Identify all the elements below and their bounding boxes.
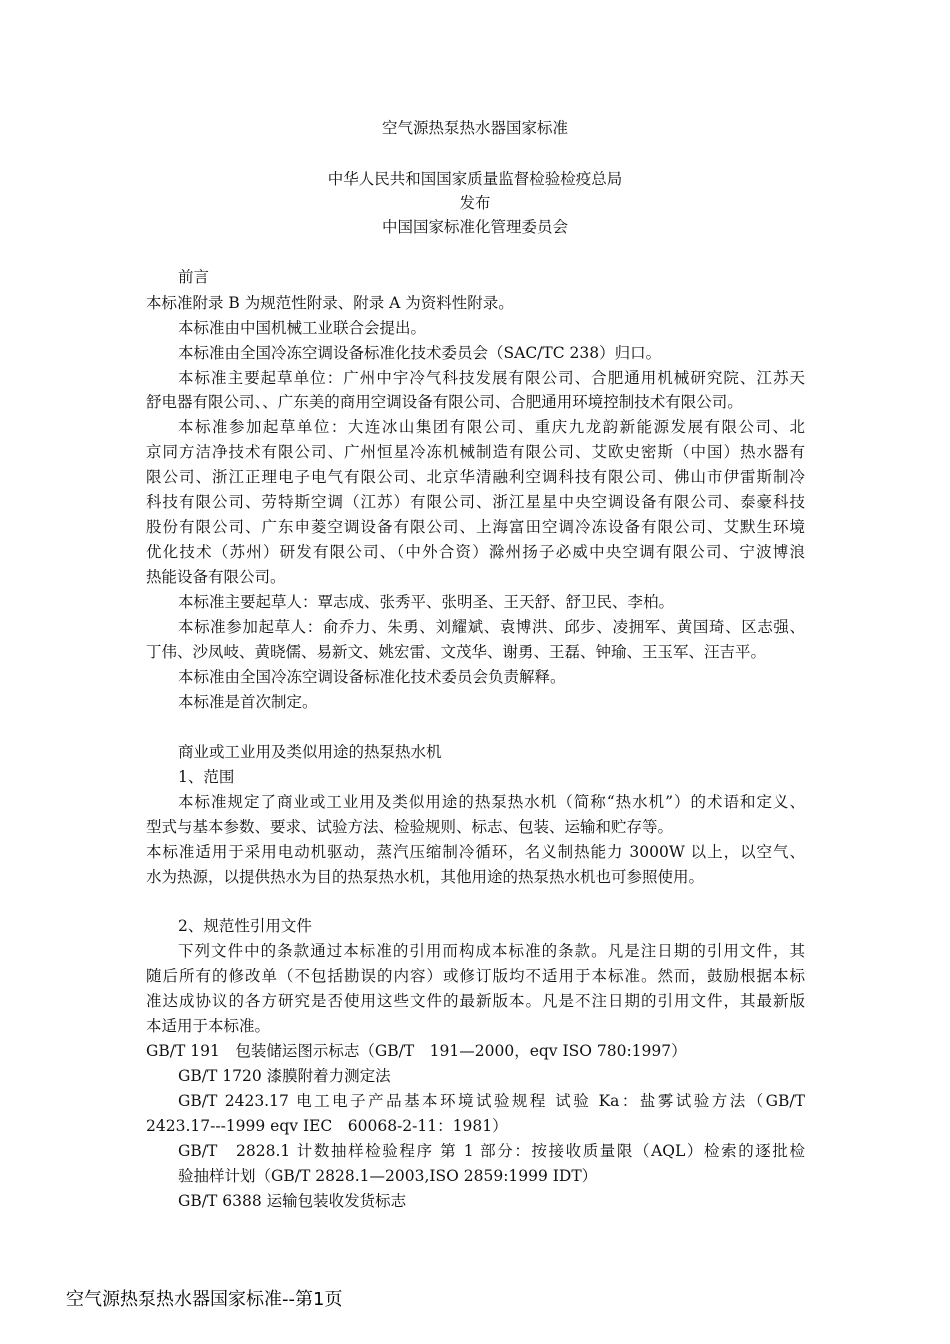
foreword-line: 优化技术（苏州）研发有限公司、（中外合资）滁州扬子必威中央空调有限公司、宁波博浪: [146, 543, 805, 561]
reference-item: 2423.17---1999 eqv IEC 60068-2-11：1981）: [146, 1117, 508, 1135]
foreword-line: 本标准参加起草单位：大连冰山集团有限公司、重庆九龙韵新能源发展有限公司、北: [178, 418, 805, 436]
scope-line: 本标准适用于采用电动机驱动，蒸汽压缩制冷循环，名义制热能力 3000W 以上，以空气、: [146, 843, 805, 861]
foreword-line: 本标准由全国冷冻空调设备标准化技术委员会（SAC/TC 238）归口。: [178, 344, 662, 362]
references-line: 下列文件中的条款通过本标准的引用而构成本标准的条款。凡是注日期的引用文件，其: [178, 942, 805, 960]
foreword-line: 京同方洁净技术有限公司、广州恒星冷冻机械制造有限公司、艾欧史密斯（中国）热水器有: [146, 443, 805, 461]
scope-heading: 1、范围: [178, 768, 235, 786]
foreword-line: 丁伟、沙凤岐、黄晓儒、易新文、姚宏雷、文茂华、谢勇、王磊、钟瑜、王玉军、汪吉平。: [146, 643, 767, 661]
publisher-line: 发布: [459, 194, 491, 212]
foreword-line: 本标准主要起草人：覃志成、张秀平、张明圣、王天舒、舒卫民、李柏。: [178, 593, 675, 611]
reference-item: 验抽样计划（GB/T 2828.1—2003,ISO 2859:1999 IDT）: [178, 1167, 598, 1185]
foreword-line: 限公司、浙江正理电子电气有限公司、北京华清融利空调科技有限公司、佛山市伊雷斯制冷: [146, 468, 805, 486]
references-line: 准达成协议的各方研究是否使用这些文件的最新版本。凡是不注日期的引用文件，其最新版: [146, 992, 805, 1010]
publisher-line: 中国国家标准化管理委员会: [381, 218, 568, 236]
reference-item: GB/T 2423.17 电工电子产品基本环境试验规程 试验 Ka：盐雾试验方法（GB/T: [178, 1092, 805, 1110]
foreword-line: 本标准是首次制定。: [178, 693, 318, 711]
reference-item: GB/T 2828.1 计数抽样检验程序 第 1 部分：按接收质量限（AQL）检索的逐批检: [178, 1142, 805, 1160]
page-footer: 空气源热泵热水器国家标准--第1页: [66, 1289, 343, 1310]
foreword-heading: 前言: [178, 268, 210, 286]
foreword-line: 本标准由中国机械工业联合会提出。: [178, 319, 427, 337]
foreword-line: 本标准主要起草单位：广州中宇冷气科技发展有限公司、合肥通用机械研究院、江苏天: [178, 369, 805, 387]
foreword-line: 股份有限公司、广东申菱空调设备有限公司、上海富田空调冷冻设备有限公司、艾默生环境: [146, 518, 805, 536]
foreword-line: 本标准由全国冷冻空调设备标准化技术委员会负责解释。: [178, 668, 566, 686]
reference-item: GB/T 191 包装储运图示标志（GB/T 191—2000，eqv ISO 780:1997）: [146, 1042, 687, 1060]
scope-line: 型式与基本参数、要求、试验方法、检验规则、标志、包装、运输和贮存等。: [146, 818, 674, 836]
section-title: 商业或工业用及类似用途的热泵热水机: [178, 743, 442, 761]
foreword-line: 热能设备有限公司。: [146, 568, 286, 586]
foreword-line: 本标准参加起草人：俞乔力、朱勇、刘耀斌、袁博洪、邱步、凌拥军、黄国琦、区志强、: [178, 618, 805, 636]
document-title: 空气源热泵热水器国家标准: [381, 119, 568, 137]
reference-item: GB/T 6388 运输包装收发货标志: [178, 1192, 407, 1210]
references-line: 本适用于本标准。: [146, 1017, 271, 1035]
foreword-line: 科技有限公司、劳特斯空调（江苏）有限公司、浙江星星中央空调设备有限公司、泰豪科技: [146, 493, 805, 511]
foreword-line: 舒电器有限公司、、广东美的商用空调设备有限公司、合肥通用环境控制技术有限公司。: [146, 393, 743, 411]
foreword-line: 本标准附录 B 为规范性附录、附录 A 为资料性附录。: [146, 294, 514, 312]
reference-item: GB/T 1720 漆膜附着力测定法: [178, 1067, 391, 1085]
references-heading: 2、规范性引用文件: [178, 917, 312, 935]
references-line: 随后所有的修改单（不包括勘误的内容）或修订版均不适用于本标准。然而，鼓励根据本标: [146, 967, 805, 985]
publisher-line: 中华人民共和国国家质量监督检验检疫总局: [327, 170, 623, 188]
scope-line: 水为热源，以提供热水为目的热泵热水机，其他用途的热泵热水机也可参照使用。: [146, 868, 705, 886]
scope-line: 本标准规定了商业或工业用及类似用途的热泵热水机（简称“热水机”）的术语和定义、: [178, 793, 805, 811]
